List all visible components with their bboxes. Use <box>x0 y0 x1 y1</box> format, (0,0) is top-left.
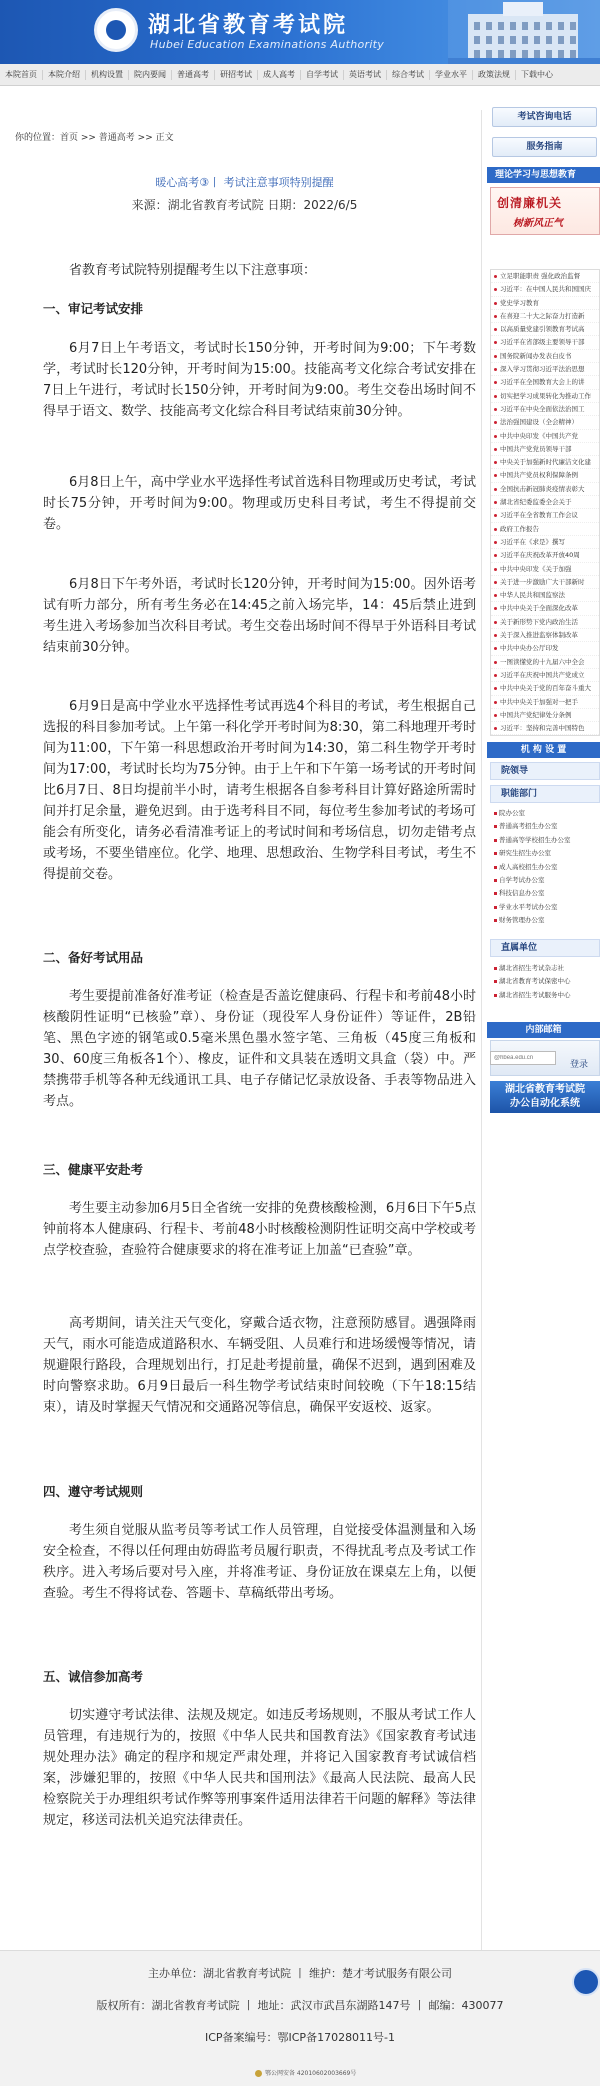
dept-list-item[interactable]: 学业水平考试办公室 <box>490 901 600 914</box>
study-list-item[interactable]: 习近平在全省教育工作会议 <box>491 509 599 522</box>
study-list-item[interactable]: 以高质量党建引领教育考试高 <box>491 323 599 336</box>
study-list-item[interactable]: 习近平在庆祝改革开放40周 <box>491 549 599 562</box>
study-list-item[interactable]: 中国共产党纪律处分条例 <box>491 709 599 722</box>
nav-item-policy[interactable]: 政策法规 <box>473 70 516 80</box>
main-nav <box>0 64 600 86</box>
study-list-item[interactable]: 在喜迎二十大之际奋力打造新 <box>491 310 599 323</box>
direct-list <box>490 962 600 1002</box>
study-list-item[interactable]: 政府工作报告 <box>491 523 599 536</box>
dept-subheader: 职能部门 <box>490 785 600 803</box>
study-list-item[interactable]: 习近平在《求是》撰写 <box>491 536 599 549</box>
article-paragraph: 6月9日是高中学业水平选择性考试再选4个科目的考试，考生根据自己选报的科目参加考试。上午第一科化学开考时间为8:30，第二科地理开考时间为11:00，下午第一科思想政治开考时间为14:30，第二科生物学开考时间为17:00，考试时长均为75分钟。由于上午和下午第一场考试的开考时间比6月7日、8日均提前半小时，请考生根据各自参考科目计算好路途所需时间并打足余量，避免迟到。由于选考科目不同，每位考生参加考试的考场可能会有所变化，请务必看清准考证上的考试时间和考场信息，切勿走错考点或考场，不要坐错座位。化学、地理、思想政治、生物学科目考试，考生不得提前交卷。 <box>43 699 476 882</box>
study-list-item[interactable]: 关于进一步激励广大干部新时 <box>491 576 599 589</box>
study-list-item[interactable]: 中国共产党党员领导干部 <box>491 443 599 456</box>
study-list-item[interactable]: 关于深入推进监察体制改革 <box>491 629 599 642</box>
article-paragraph: 6月7日上午考语文，考试时长150分钟，开考时间为9:00；下午考数学，考试时长120分钟，开考时间为15:00。技能高考文化综合考试安排在7日上午进行，考试时长150分钟，开考时间为9:00。考生交卷出场时间不得早于语文、数学、技能高考文化综合科目考试结束前30分钟。 <box>43 341 476 419</box>
site-header <box>0 0 600 64</box>
article-title: 暖心高考③丨 考试注意事项特别提醒 <box>155 176 334 189</box>
dept-list-item[interactable]: 科技信息办公室 <box>490 887 600 900</box>
banner-main-text: 创清廉机关 <box>497 196 563 210</box>
study-list-item[interactable]: 中国共产党员权利保障条例 <box>491 469 599 482</box>
study-list <box>490 269 600 736</box>
section-heading: 一、审记考试安排 <box>43 301 144 316</box>
article-paragraph: 高考期间，请关注天气变化，穿戴合适衣物，注意预防感冒。遇强降雨天气，雨水可能造成道路积水、车辆受阻、人员难行和进场缓慢等情况，请规避限行路段，合理规划出行，打足赴考提前量，确保不迟到，遇到困难及时向警察求助。6月9日最后一科生物学考试结束时间较晚（下午18:15结束），请及时掌握天气情况和交通路况等信息，确保平安返校、返家。 <box>43 1316 476 1415</box>
article-paragraph: 考生要主动参加6月5日全省统一安排的免费核酸检测，6月6日下午5点钟前将本人健康码、行程卡、考前48小时核酸检测阴性证明交高中学校或考点学校查验，查验符合健康要求的将在准考证上加盖“已查验”章。 <box>43 1201 476 1258</box>
nav-item-news[interactable]: 院内要闻 <box>129 70 172 80</box>
direct-list-item[interactable]: 湖北省招生考试服务中心 <box>490 989 600 1002</box>
direct-list-item[interactable]: 湖北省教育考试保密中心 <box>490 975 600 988</box>
dept-list-item[interactable]: 成人高校招生办公室 <box>490 861 600 874</box>
nav-item-download[interactable]: 下载中心 <box>521 69 553 79</box>
site-footer <box>0 1950 600 2086</box>
article-paragraph: 考生须自觉服从监考员等考试工作人员管理，自觉接受体温测量和入场安全检查，不得以任何理由妨碍监考员履行职责，不得扰乱考点及考试工作秩序。进入考场后要对号入座，并将准考证、身份证放在课桌左上角，以便查验。考生不得将试卷、答题卡、草稿纸带出考场。 <box>43 1523 476 1601</box>
dept-list-item[interactable]: 自学考试办公室 <box>490 874 600 887</box>
sidebar <box>487 107 600 1947</box>
article-paragraph: 6月8日下午考外语，考试时长120分钟，开考时间为15:00。因外语考试有听力部分，所有考生务必在14:45之前入场完毕，14：45后禁止进到考生进入考场参加当次科目考试。考生交卷出场时间不得早于外语科目考试结束前30分钟。 <box>43 577 476 655</box>
study-list-item[interactable]: 法治强国建设（全会精神） <box>491 416 599 429</box>
logo[interactable] <box>94 8 138 52</box>
study-list-item[interactable]: 切实把学习成果转化为推动工作 <box>491 390 599 403</box>
nav-item-xueye[interactable]: 学业水平 <box>430 70 473 80</box>
direct-subheader: 直属单位 <box>490 939 600 957</box>
article-intro: 省教育考试院特别提醒考生以下注意事项： <box>69 263 317 278</box>
site-subtitle: Hubei Education Examinations Authority <box>150 38 385 51</box>
leader-link[interactable]: 院领导 <box>490 762 600 780</box>
nav-item-adult[interactable]: 成人高考 <box>258 70 301 80</box>
study-list-item[interactable]: 党史学习教育 <box>491 297 599 310</box>
dept-list-item[interactable]: 普通高等学校招生办公室 <box>490 834 600 847</box>
section-heading: 三、健康平安赴考 <box>43 1162 144 1177</box>
study-list-item[interactable]: 中央关于加强新时代廉洁文化建 <box>491 456 599 469</box>
study-list-item[interactable]: 习近平在全国教育大会上的讲 <box>491 376 599 389</box>
integrity-banner[interactable] <box>490 187 600 235</box>
site-title: 湖北省教育考试院 <box>148 12 349 38</box>
nav-item-comprehensive[interactable]: 综合考试 <box>387 70 430 80</box>
study-list-item[interactable]: 中共中央关于加强对一把手 <box>491 696 599 709</box>
service-guide-button[interactable]: 服务指南 <box>492 137 597 157</box>
article-paragraph: 切实遵守考试法律、法规及规定。如违反考场规则，不服从考试工作人员管理，有违规行为的，按照《中华人民共和国教育法》《国家教育考试违规处理办法》确定的程序和规定严肃处理，并将记入国家教育考试诚信档案，涉嫌犯罪的，按照《中华人民共和国刑法》《最高人民法院、最高人民检察院关于办理组织考试作弊等刑事案件适用法律若干问题的解释》等法律规定，移送司法机关追究法律责任。 <box>43 1708 476 1828</box>
study-list-item[interactable]: 习近平在中央全面依法治国工 <box>491 403 599 416</box>
mail-login-button[interactable]: 登录 <box>569 1060 588 1070</box>
study-list-item[interactable]: 中共中央关于全面深化改革 <box>491 602 599 615</box>
nav-item-yanzhao[interactable]: 研招考试 <box>215 70 258 80</box>
study-list-item[interactable]: 习近平：在中国人民共和国国庆 <box>491 283 599 296</box>
footer-icp[interactable]: ICP备案编号：鄂ICP备17028011号-1 <box>204 2031 396 2044</box>
nav-item-org[interactable]: 机构设置 <box>86 70 129 80</box>
article-paragraph: 6月8日上午，高中学业水平选择性考试首选科目物理或历史考试，考试时长75分钟，开考时间为9:00。物理或历史科目考试，考生不得提前交卷。 <box>43 475 476 532</box>
study-list-item[interactable]: 湖北省纪委监委全会关于 <box>491 496 599 509</box>
study-list-item[interactable]: 中共中央印发《中国共产党 <box>491 430 599 443</box>
nav-item-english[interactable]: 英语考试 <box>344 70 387 80</box>
nav-item-intro[interactable]: 本院介绍 <box>43 70 86 80</box>
study-list-item[interactable]: 习近平在庆祝中国共产党成立 <box>491 669 599 682</box>
study-list-item[interactable]: 中共中央印发《关于加强 <box>491 563 599 576</box>
article-panel <box>7 110 482 1950</box>
study-list-item[interactable]: 习近平在省部级主要领导干部 <box>491 336 599 349</box>
dept-list-item[interactable]: 研究生招生办公室 <box>490 847 600 860</box>
dept-list-item[interactable]: 普通高考招生办公室 <box>490 820 600 833</box>
dept-list <box>490 807 600 928</box>
footer-host: 主办单位：湖北省教育考试院 丨 维护：楚才考试服务有限公司 <box>148 1967 452 1980</box>
mail-username-input[interactable] <box>490 1051 556 1065</box>
mail-section-header: 内部邮箱 <box>487 1022 600 1038</box>
section-heading: 二、备好考试用品 <box>43 950 144 965</box>
nav-item-home[interactable]: 本院首页 <box>0 70 43 80</box>
oa-system-link[interactable] <box>490 1081 600 1113</box>
study-list-item[interactable]: 习近平：坚持和完善中国特色 <box>491 722 599 735</box>
direct-list-item[interactable]: 湖北省招生考试杂志社 <box>490 962 600 975</box>
section-heading: 四、遵守考试规则 <box>43 1484 144 1499</box>
study-list-item[interactable]: 全国抗击新冠肺炎疫情表彰大 <box>491 483 599 496</box>
nav-item-self-study[interactable]: 自学考试 <box>301 70 344 80</box>
article-paragraph: 考生要提前准备好准考证（检查是否盖讫健康码、行程卡和考前48小时核酸阴性证明“已核验”章）、身份证（现役军人身份证件）等证件，2B铅笔、黑色字迹的钢笔或0.5毫米黑色墨水签字笔、三角板（45度三角板和30、60度三角板各1个）、橡皮，证件和文具装在透明文具盒（袋）中。严禁携带手机等各种无线通讯工具、电子存储记忆录放设备、手表等物品进入考点。 <box>43 989 476 1109</box>
building-image <box>448 0 600 64</box>
police-record[interactable] <box>255 2068 356 2077</box>
study-list-item[interactable]: 国务院新闻办发表白皮书 <box>491 350 599 363</box>
nav-item-gaokao[interactable]: 普通高考 <box>172 70 215 80</box>
police-badge-icon <box>255 2070 262 2077</box>
footer-copyright: 版权所有：湖北省教育考试院 丨 地址：武汉市武昌东湖路147号 丨 邮编：430077 <box>96 1999 504 2012</box>
police-record-text: 鄂公网安备 42010602003669号 <box>265 2070 357 2077</box>
study-list-item[interactable]: 中华人民共和国监察法 <box>491 589 599 602</box>
study-list-item[interactable]: 一图读懂党的十九届六中全会 <box>491 656 599 669</box>
study-list-item[interactable]: 中共中央办公厅印发 <box>491 642 599 655</box>
hotline-button[interactable]: 考试咨询电话 <box>492 107 597 127</box>
org-section-header: 机 构 设 置 <box>487 742 600 758</box>
section-heading: 五、诚信参加高考 <box>43 1669 144 1684</box>
study-section-header: 理论学习与思想教育 <box>487 167 600 183</box>
oa-line2: 办公自动化系统 <box>510 1098 580 1109</box>
study-list-item[interactable]: 关于新形势下党内政治生活 <box>491 616 599 629</box>
article-meta: 来源：湖北省教育考试院 日期：2022/6/5 <box>131 198 358 212</box>
dept-list-item[interactable]: 院办公室 <box>490 807 600 820</box>
breadcrumb[interactable]: 你的位置：首页 >> 普通高考 >> 正文 <box>15 133 174 143</box>
dept-list-item[interactable]: 财务管理办公室 <box>490 914 600 927</box>
study-list-item[interactable]: 中共中央关于党的百年奋斗重大 <box>491 682 599 695</box>
gov-badge-icon[interactable] <box>572 1968 600 1996</box>
study-list-item[interactable]: 深入学习贯彻习近平法治思想 <box>491 363 599 376</box>
study-list-item[interactable]: 立足职能职责 强化政治监督 <box>491 270 599 283</box>
banner-sub-text: 树新风正气 <box>513 218 563 229</box>
oa-line1: 湖北省教育考试院 <box>505 1084 585 1095</box>
